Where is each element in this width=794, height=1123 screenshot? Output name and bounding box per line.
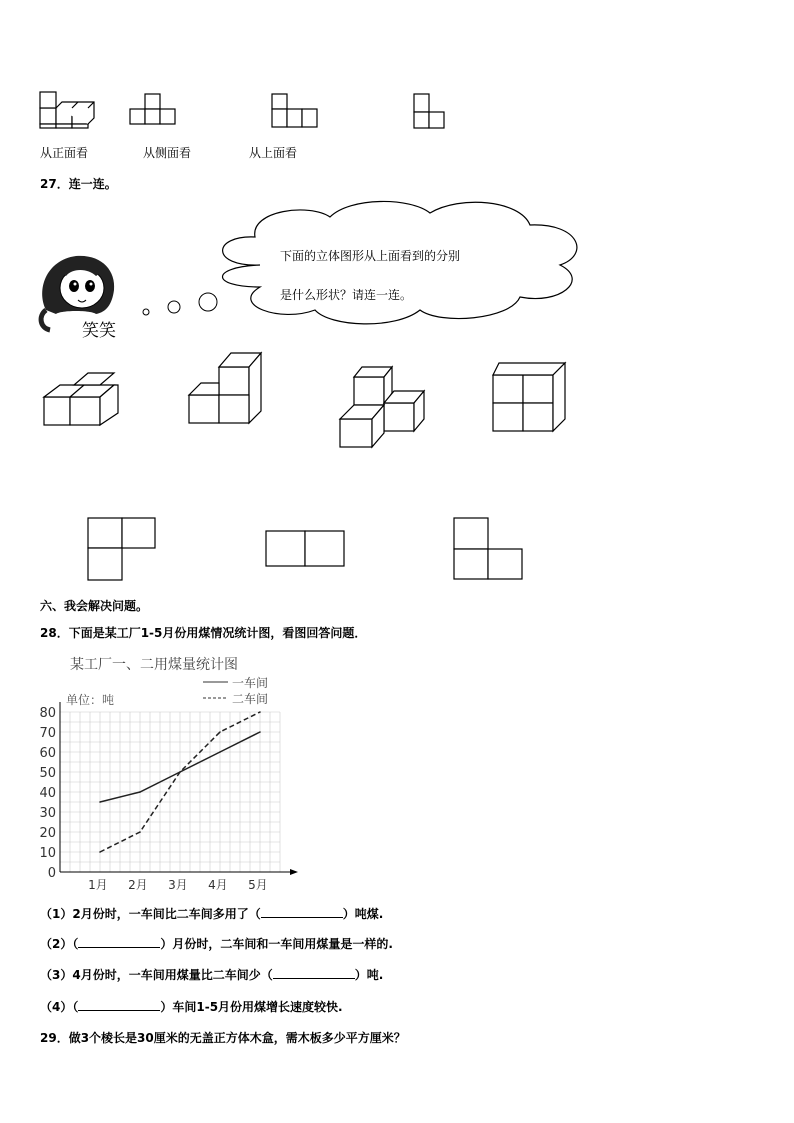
q28-title: 28．下面是某工厂1-5月份用煤情况统计图，看图回答问题． — [40, 626, 367, 640]
x-tick-label: 4月 — [208, 878, 228, 892]
data-point — [99, 851, 101, 853]
data-point — [219, 751, 221, 753]
solid-figure-2 — [189, 353, 261, 423]
block-figure-1 — [40, 92, 94, 128]
x-tick-label: 3月 — [168, 878, 188, 892]
chart-title: 某工厂一、二用煤量统计图 — [70, 657, 238, 673]
data-point — [139, 831, 141, 833]
legend-label: 二车间 — [232, 692, 269, 706]
y-tick-label: 50 — [39, 766, 56, 781]
data-point — [219, 731, 221, 733]
q28-sub1-text-b: ）吨煤. — [342, 907, 384, 921]
top-view-shapes — [0, 510, 794, 590]
x-tick-label: 1月 — [88, 878, 108, 892]
q28-sub4-text-a: （4）（ — [40, 1000, 79, 1014]
view-label-top: 从上面看 — [249, 146, 298, 160]
view-figure-3 — [272, 94, 317, 127]
answer-blank-4[interactable] — [78, 998, 160, 1011]
solid-figures — [0, 345, 794, 455]
character-name: 笑笑 — [82, 321, 116, 341]
y-tick-label: 60 — [39, 746, 56, 761]
q28-sub4 — [40, 998, 343, 1015]
data-point — [259, 711, 261, 713]
q27-title: 27．连一连。 — [40, 177, 117, 191]
q28-sub2-text-a: （2）（ — [40, 937, 79, 951]
top-view-figures — [0, 70, 794, 140]
view-figure-4 — [414, 94, 444, 128]
coal-usage-line-chart — [28, 672, 298, 897]
y-tick-label: 20 — [39, 826, 56, 841]
bubble-text-line1: 下面的立体图形从上面看到的分别 — [280, 249, 461, 263]
bubble-text-line2: 是什么形状？请连一连。 — [280, 288, 413, 302]
y-tick-label: 80 — [39, 706, 56, 721]
unit-label: 单位：吨 — [66, 693, 115, 707]
legend-label: 一车间 — [232, 676, 269, 690]
top-view-shape-1 — [88, 518, 155, 580]
view-label-front: 从正面看 — [40, 146, 89, 160]
q28-sub3-text-b: ）吨. — [354, 968, 384, 982]
q28-sub2-text-b: ）月份时，二车间和一车间用煤量是一样的. — [160, 937, 393, 951]
answer-blank-1[interactable] — [261, 905, 343, 918]
x-axis-arrow — [290, 869, 298, 875]
view-label-side: 从侧面看 — [143, 146, 192, 160]
q28-sub3 — [40, 966, 383, 983]
view-figure-2 — [130, 94, 175, 124]
q28-sub1-text-a: （1）2月份时，一车间比二车间多用了（ — [40, 907, 261, 921]
y-tick-label: 30 — [39, 806, 56, 821]
q28-sub2 — [40, 935, 393, 952]
q29-title: 29．做3个棱长是30厘米的无盖正方体木盒，需木板多少平方厘米？ — [40, 1031, 406, 1045]
answer-blank-2[interactable] — [78, 935, 160, 948]
q28-sub4-text-b: ）车间1-5月份用煤增长速度较快. — [160, 1000, 343, 1014]
top-view-shape-3 — [454, 518, 522, 579]
y-tick-label: 70 — [39, 726, 56, 741]
solid-figure-1 — [44, 373, 118, 425]
data-point — [179, 771, 181, 773]
thought-bubble — [140, 195, 590, 335]
y-tick-label: 40 — [39, 786, 56, 801]
y-tick-label: 0 — [47, 866, 56, 881]
answer-blank-3[interactable] — [273, 966, 355, 979]
y-tick-label: 10 — [39, 846, 56, 861]
data-point — [259, 731, 261, 733]
top-view-shape-2 — [266, 531, 344, 566]
data-point — [99, 801, 101, 803]
q28-sub3-text-a: （3）4月份时，一车间用煤量比二车间少（ — [40, 968, 273, 982]
section6-title: 六、我会解决问题。 — [40, 599, 149, 613]
x-tick-label: 2月 — [128, 878, 148, 892]
data-point — [139, 791, 141, 793]
x-tick-label: 5月 — [248, 878, 268, 892]
q28-sub1 — [40, 905, 383, 922]
solid-figure-3 — [340, 367, 424, 447]
solid-figure-4 — [493, 363, 565, 431]
